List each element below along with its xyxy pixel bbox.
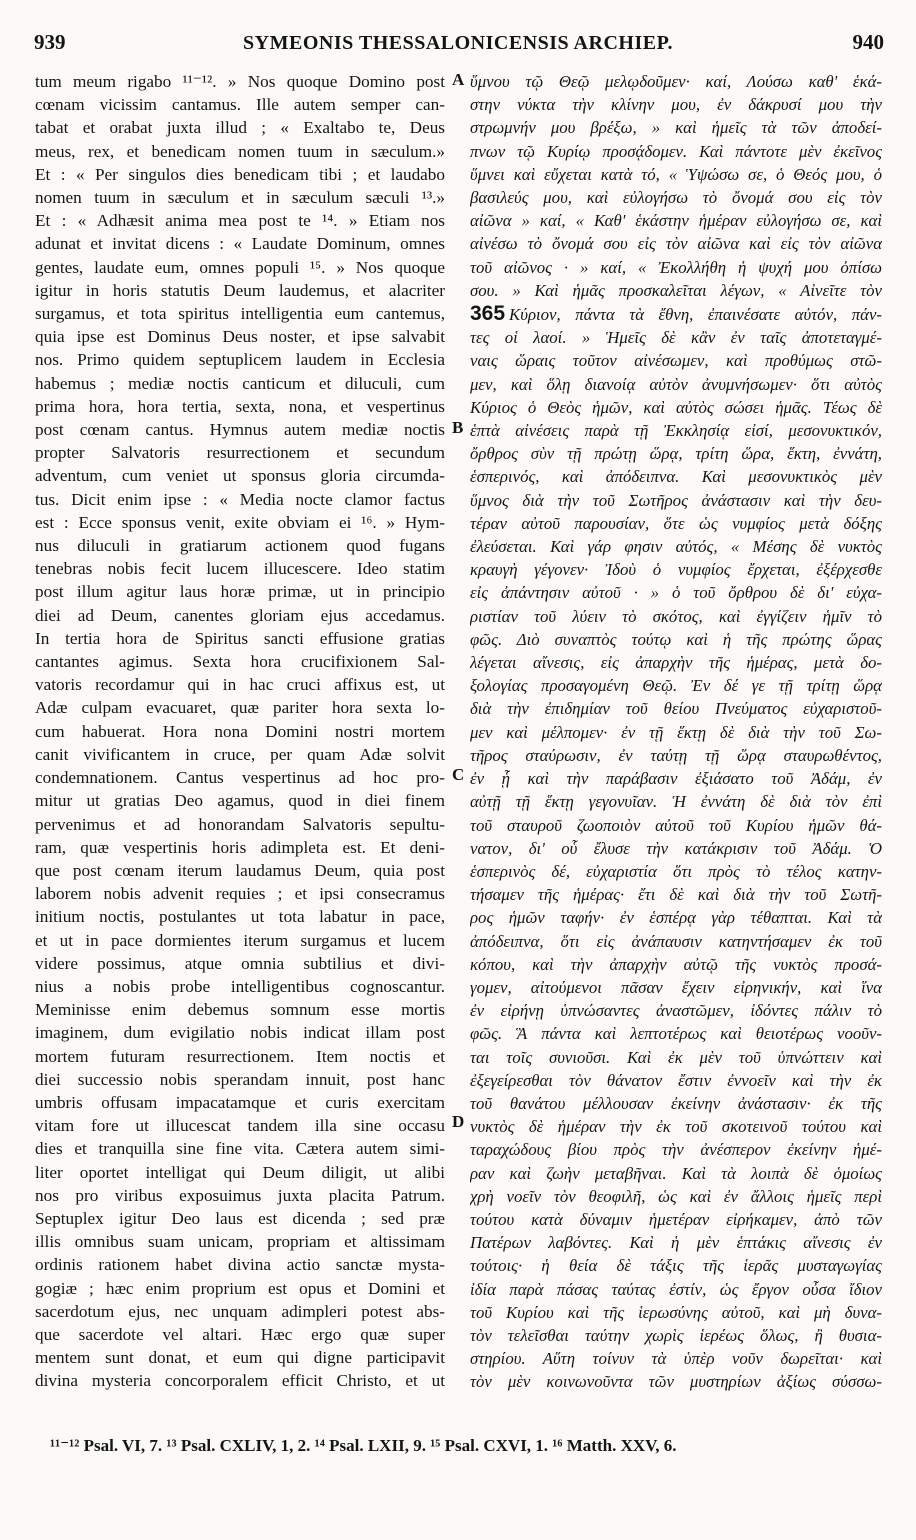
latin-line: illis omnibus suam unicam, propriam et altissimam xyxy=(35,1232,445,1252)
latin-line: adunat et invitat dicens : « Laudate Dominum, omnes xyxy=(35,234,445,254)
latin-line: In tertia hora de Spiritus sancti effusione gratias xyxy=(35,628,445,648)
section-marker-c: C xyxy=(452,765,465,784)
latin-line: Meminisse enim debemus somnum esse mortis xyxy=(35,1000,445,1020)
latin-line: prima hora, hora tertia, sexta, nona, et vespertinus xyxy=(35,396,445,416)
greek-line: Πατέρων λαβόντες. Καὶ ἡ μὲν ἑπτάκις αἴνεσις ἐν xyxy=(470,1233,882,1253)
greek-line: αὐτῇ τῇ ἕκτῃ γεγονυῖαν. Ἡ ἐννάτη δὲ διὰ τὸν ἐπὶ xyxy=(470,792,882,812)
latin-line: post cœnam cantus. Hymnus autem mediæ noctis xyxy=(35,420,445,440)
latin-line: adventum, cum veniet ut sponsus gloria circumda- xyxy=(35,466,445,486)
greek-line: τὸν μὲν κοινωνοῦντα τῶν μυστηρίων ἀξίως σύσσω- xyxy=(470,1372,882,1392)
greek-line: τες οἱ λαοί. » Ἡμεῖς δὲ κἂν ἐν ταῖς ἀποτεταγμέ- xyxy=(470,328,882,348)
greek-line: ται τοῖς συνιοῦσι. Καὶ ἐκ μὲν τοῦ ὑπνώττειν καὶ xyxy=(470,1047,882,1067)
latin-line: mitur ut gratias Deo agamus, quod in diei finem xyxy=(35,791,445,811)
greek-line: ταραχώδους βίου πρὸς τὴν ἀνέσπερον ἐκείνην ἡμέ- xyxy=(470,1140,882,1160)
latin-line: Adæ culpam evacuaret, quæ pariter hora sexta lo- xyxy=(35,698,445,718)
footnotes: ¹¹⁻¹² Psal. VI, 7. ¹³ Psal. CXLIV, 1, 2. ¹⁴ Psal. LXII, 9. ¹⁵ Psal. CXVI, 1. ¹⁶ Matth. XXV, 6. xyxy=(50,1436,677,1455)
latin-line: canit vivificantem in cruce, per quam Adæ solvit xyxy=(35,744,445,764)
greek-line: ἑσπερινός, καὶ ἀπόδειπνα. Καὶ μεσονυκτικὸς μὲν xyxy=(470,467,882,487)
section-marker-b: B xyxy=(452,418,464,437)
latin-line: mentem sunt donat, et eum qui digne participavit xyxy=(35,1348,445,1368)
latin-line: imaginem, dum evigilatio nobis indicat illam post xyxy=(35,1023,445,1043)
greek-line: ραν καὶ ζωὴν μεταβῆναι. Καὶ τὰ λοιπὰ δὲ ὁμοίως xyxy=(470,1163,882,1183)
greek-line: ὕμνει καὶ εὔχεται κατὰ τό, « Ὑψώσω σε, ὁ Θεός μου, ὁ xyxy=(470,164,882,184)
greek-line: ἑπτὰ αἰνέσεις παρὰ τῇ Ἐκκλησίᾳ εἰσί, μεσονυκτικόν, xyxy=(470,421,882,441)
latin-line: gogiæ ; hæc enim proprium est opus et Domini et xyxy=(35,1278,445,1298)
latin-line: liter oportet intelligat qui Deum diligit, ut alibi xyxy=(35,1162,445,1182)
greek-line: ὕμνου τῷ Θεῷ μελῳδοῦμεν· καί, Λούσω καθ' ἑκά- xyxy=(470,72,882,91)
greek-line: στηρίου. Αὕτη τοίνυν τὰ ὑπὲρ νοῦν δωρεῖται· καὶ xyxy=(470,1349,882,1369)
greek-line: τοῦ Κυρίου καὶ τῆς ἱερωσύνης αὐτοῦ, καὶ μὴ δυνα- xyxy=(470,1302,882,1322)
greek-line: ρος ἡμῶν ταφήν· ἐν ἑσπέρᾳ γὰρ τέθαπται. Καὶ τὰ xyxy=(470,908,882,928)
greek-line: ἀπόδειπνα, ὅτι εἰς ἀνάπαυσιν κατηντήσαμεν ἐκ τοῦ xyxy=(470,931,882,951)
running-title: SYMEONIS THESSALONICENSIS ARCHIEP. xyxy=(243,32,673,54)
latin-line: condemnationem. Cantus vespertinus ad hoc pro- xyxy=(35,768,445,788)
latin-line: nius a nobis probe intelligentibus cognoscantur. xyxy=(35,976,445,996)
latin-line: post illum agitur laus horæ primæ, ut in principio xyxy=(35,582,445,602)
greek-column xyxy=(470,70,882,1395)
latin-line: initium noctis, postulantes ut tota labatur in pace, xyxy=(35,907,445,927)
greek-line: Κύριος ὁ Θεὸς ἡμῶν, καὶ αὐτὸς σώσει ἡμᾶς. Τέως δὲ xyxy=(470,397,882,417)
greek-line: ἑσπερινὸς δέ, εὐχαριστία ὅτι πρὸς τὸ τέλος κατην- xyxy=(470,861,882,881)
latin-line: nomen tuum in sæculum et in sæculum sæculi ¹³.» xyxy=(35,188,445,208)
latin-line: meus, rex, et benedicam nomen tuum in sæculum.» xyxy=(35,141,445,161)
greek-line: γομεν, αἰτούμενοι πᾶσαν ἔχειν εἰρηνικήν, καὶ ἵνα xyxy=(470,977,882,997)
latin-line: diei successio nobis sperandam innuit, post hanc xyxy=(35,1069,445,1089)
greek-line: στην νύκτα τὴν κλίνην μου, ἐν δάκρυσί μου τὴν xyxy=(470,95,882,115)
greek-line: τὸν τελεῖσθαι ταύτην χωρὶς ἱερέως ὅλως, ἢ θυσια- xyxy=(470,1325,882,1345)
latin-line: tenebras nobis fecit lucem illucescere. Ideo statim xyxy=(35,559,445,579)
latin-line: tabat et orabat juxta illud ; « Exaltabo te, Deus xyxy=(35,118,445,138)
greek-line: βασιλεύς μου, καὶ εὐλογήσω τὸ ὄνομά σου εἰς τὸν xyxy=(470,188,882,208)
greek-line: εἰς ἀπάντησιν αὐτοῦ · » ὁ τοῦ ὄρθρου δὲ δι' εὐχα- xyxy=(470,583,882,603)
greek-line: πνων τῷ Κυρίῳ προσᾴδομεν. Καὶ πάντοτε μὲν ἐκεῖνος xyxy=(470,141,882,161)
latin-line: dies et tranquilla sine fine vita. Cætera autem simi- xyxy=(35,1139,445,1159)
section-marker-a: A xyxy=(452,70,465,89)
latin-line: divina mysteria concorporalem efficit Christo, et ut xyxy=(35,1371,445,1391)
latin-line: que post cœnam iterum laudamus Deum, quia post xyxy=(35,860,445,880)
latin-line: cum habuerat. Hora nona Domini nostri mortem xyxy=(35,721,445,741)
greek-line: ναις ὥραις τοῦτον αἰνέσωμεν, καὶ προθύμως στῶ- xyxy=(470,351,882,371)
latin-line: est : Ecce sponsus venit, exite obviam ei ¹⁶. » Hym- xyxy=(35,512,445,532)
latin-line: quia ipse est Dominus Deus noster, et ipse salvabit xyxy=(35,327,445,347)
greek-line: τούτοις· ἡ θεία δὲ τάξις τῆς ἱερᾶς μυσταγωγίας xyxy=(470,1256,882,1276)
latin-line: surgamus, et tota spiritus intelligentia eum cantemus, xyxy=(35,304,445,324)
latin-line: Septuplex igitur Deo laus est dicenda ; sed præ xyxy=(35,1208,445,1228)
greek-line: ἐλεύσεται. Καὶ γάρ φησιν αὐτός, « Μέσης δὲ νυκτὸς xyxy=(470,537,882,557)
latin-line: tum meum rigabo ¹¹⁻¹². » Nos quoque Domino post xyxy=(35,72,445,91)
latin-line: igitur in horis statutis Deum laudemus, et alacriter xyxy=(35,280,445,300)
running-header xyxy=(30,30,886,60)
latin-line: tus. Dicit enim ipse : « Media nocte clamor factus xyxy=(35,489,445,509)
latin-line: umbris offusam impacatamque et curis exercitam xyxy=(35,1092,445,1112)
latin-line: vitam fore ut illucescat tandem illa sine occasu xyxy=(35,1116,445,1136)
greek-line: μεν, καὶ ὅλῃ διανοίᾳ αὐτὸν ἀνυμνήσωμεν· ὅτι αὐτὸς xyxy=(470,374,882,394)
greek-line: κραυγὴ γέγονεν· Ἰδοὺ ὁ νυμφίος ἔρχεται, ἐξέρχεσθε xyxy=(470,560,882,580)
greek-line: ξολογίας προσαγομένη Θεῷ. Ἐν δέ γε τῇ τρίτῃ ὥρᾳ xyxy=(470,676,882,696)
greek-line: ἐν εἰρήνῃ ὑπνώσαντες ἀναστῶμεν, ἰδόντες πάλιν τὸ xyxy=(470,1001,882,1021)
greek-line: λέγεται αἴνεσις, εἰς ἀπαρχὴν τῆς ἡμέρας, μετὰ δο- xyxy=(470,653,882,673)
latin-line: Et : « Per singulos dies benedicam tibi ; et laudabo xyxy=(35,164,445,184)
greek-line-text: Κύριον, πάντα τὰ ἔθνη, ἐπαινέσατε αὐτόν, πάν- xyxy=(509,305,882,325)
latin-line: nus diluculi in gratiarum actionem quod fugans xyxy=(35,536,445,556)
greek-line: σου. » Καὶ ἡμᾶς προσκαλεῖται λέγων, « Αἰνεῖτε τὸν xyxy=(470,280,882,300)
latin-line: cœnam vicissim cantamus. Ille autem semper can- xyxy=(35,95,445,115)
latin-line: videre possimus, atque omnia subtilius et divi- xyxy=(35,953,445,973)
greek-line: φῶς. Ἃ πάντα καὶ λεπτοτέρως καὶ θειοτέρως νοοῦν- xyxy=(470,1024,882,1044)
greek-line: νυκτὸς δὲ ἡμέραν τὴν ἐκ τοῦ σκοτεινοῦ τούτου καὶ xyxy=(470,1117,882,1137)
greek-line: αἰνέσω τὸ ὄνομά σου εἰς τὸν αἰῶνα καὶ εἰς τὸν αἰῶνα xyxy=(470,234,882,254)
greek-line: τοῦ θανάτου μέλλουσαν ἐκείνην ἀνάστασιν· ἐκ τῆς xyxy=(470,1093,882,1113)
greek-line: τούτου κατὰ δύναμιν ἡμετέραν εἰρήκαμεν, ἀπὸ τῶν xyxy=(470,1209,882,1229)
marginal-column-number: 365 xyxy=(470,302,506,326)
latin-line: diei ad Deum, canentes gloriam ejus accedamus. xyxy=(35,605,445,625)
greek-line: τήσαμεν τῆς ἡμέρας· ἔτι δὲ καὶ διὰ τὴν τοῦ Σωτῆ- xyxy=(470,885,882,905)
greek-line: τοῦ σταυροῦ ζωοποιὸν αὐτοῦ τοῦ Κυρίου ἡμῶν θά- xyxy=(470,815,882,835)
page-number-right: 940 xyxy=(852,30,884,54)
greek-line xyxy=(470,302,882,326)
latin-line: nos pro viribus exposuimus juxta placita Patrum. xyxy=(35,1185,445,1205)
greek-line: νατον, δι' οὗ ἔλυσε τὴν κατάκρισιν τοῦ Ἀδάμ. Ὁ xyxy=(470,838,882,858)
latin-line: ordinis rationem habet divina actio sanctæ mysta- xyxy=(35,1255,445,1275)
greek-line: μεν καὶ μέλπομεν· ἐν τῇ ἕκτῃ δὲ διὰ τὴν τοῦ Σω- xyxy=(470,722,882,742)
latin-line: et ut in pace dormientes iterum surgamus et lucem xyxy=(35,930,445,950)
latin-line: mortem futuram resurrectionem. Item noctis et xyxy=(35,1046,445,1066)
latin-line: laborem nobis advenit requies ; et ipsi consecramus xyxy=(35,884,445,904)
latin-line: propter Salvatoris resurrectionem et secundum xyxy=(35,443,445,463)
section-marker-d: D xyxy=(452,1112,465,1131)
latin-line: ram, quæ vespertinis horis adimpleta est. Et deni- xyxy=(35,837,445,857)
greek-line: ἐξεγείρεσθαι τὸν θάνατον ἔστιν ἐννοεῖν καὶ τὴν ἐκ xyxy=(470,1070,882,1090)
greek-line: τῆρος σταύρωσιν, ἐν ταύτῃ τῇ ὥρᾳ σταυρωθέντος, xyxy=(470,745,882,765)
latin-line: vatoris recordamur qui in hac cruci affixus est, ut xyxy=(35,675,445,695)
latin-line: Et : « Adhæsit anima mea post te ¹⁴. » Etiam nos xyxy=(35,211,445,231)
greek-line: στρωμνήν μου βρέξω, » καὶ ἡμεῖς τὰ τῶν ἀποδεί- xyxy=(470,118,882,138)
greek-line: ὕμνος διὰ τὴν τοῦ Σωτῆρος ἀνάστασιν καὶ τὴν δευ- xyxy=(470,490,882,510)
greek-line: ὄρθρος σὺν τῇ πρώτῃ ὥρᾳ, τρίτη ὥρα, ἕκτη, ἐννάτη, xyxy=(470,444,882,464)
latin-line: que sacerdote vel altari. Hæc ergo quæ super xyxy=(35,1324,445,1344)
greek-line: φῶς. Διὸ συναπτὸς τούτῳ καὶ ἡ τῆς πρώτης ὥρας xyxy=(470,629,882,649)
latin-line: habemus ; mediæ noctis canticum et diluculi, cum xyxy=(35,373,445,393)
latin-line: gentes, laudate eum, omnes populi ¹⁵. » Nos quoque xyxy=(35,257,445,277)
greek-line: διὰ τὴν ἐπιδημίαν τοῦ θείου Πνεύματος εὐχαριστοῦ- xyxy=(470,699,882,719)
greek-line: ἐν ᾗ καὶ τὴν παράβασιν ἐξιάσατο τοῦ Ἀδάμ, ἐν xyxy=(470,769,882,789)
latin-line: pervenimus et ad honorandam Salvatoris sepultu- xyxy=(35,814,445,834)
greek-line: αἰῶνα » καί, « Καθ' ἑκάστην ἡμέραν εὐλογήσω σε, καὶ xyxy=(470,211,882,231)
page-number-left: 939 xyxy=(34,30,66,54)
greek-line: κόπου, καὶ τὴν ἀπαρχὴν αὐτῷ τῆς νυκτὸς προσά- xyxy=(470,954,882,974)
latin-line: nos. Primo quidem septuplicem laudem in Ecclesia xyxy=(35,350,445,370)
latin-line: sacerdotum ejus, nec unquam adimpleri potest abs- xyxy=(35,1301,445,1321)
greek-line: ριστίαν τοῦ λύειν τὸ σκότος, καὶ ἐγγίζειν ἡμῖν τὸ xyxy=(470,606,882,626)
latin-line: cantantes agimus. Sexta hora crucifixionem Sal- xyxy=(35,652,445,672)
greek-line: τοῦ αἰῶνος · » καί, « Ἐκολλήθη ἡ ψυχή μου ὀπίσω xyxy=(470,257,882,277)
latin-column xyxy=(35,70,445,1395)
greek-line: ἰδία παρὰ πάσας ταύτας ἐστίν, ὡς ἔργον οὖσα ἴδιον xyxy=(470,1279,882,1299)
greek-line: χρὴ νοεῖν τὸν θεοφιλῆ, ὡς καὶ ἐν ἄλλοις ἡμεῖς περὶ xyxy=(470,1186,882,1206)
greek-line: τέραν αὐτοῦ παρουσίαν, ὅτε ὡς νυμφίος μετὰ δόξης xyxy=(470,513,882,533)
